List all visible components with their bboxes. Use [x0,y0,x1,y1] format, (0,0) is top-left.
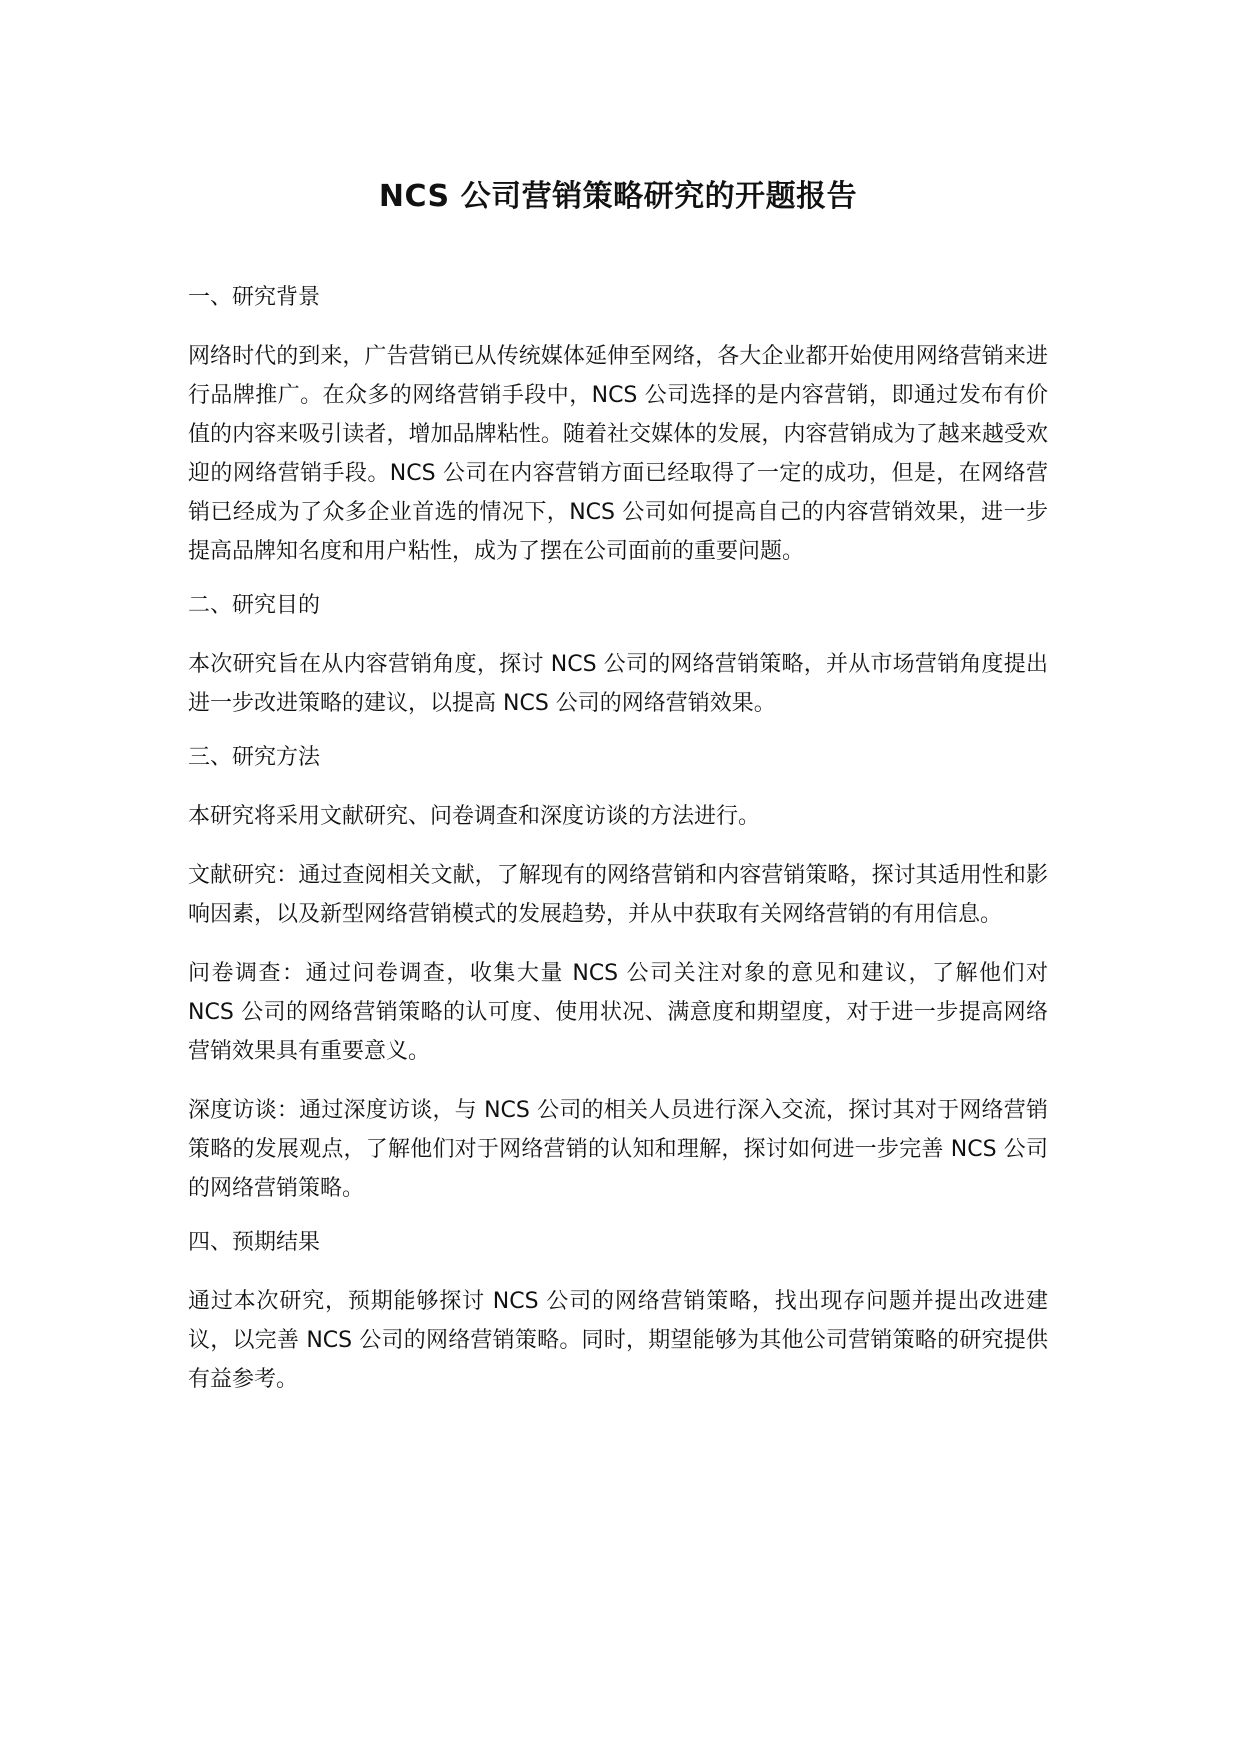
section-expected-results [188,1228,1048,1399]
section-method [188,743,1048,1208]
section-heading: 三、研究方法 [188,745,321,770]
paragraph: 通过本次研究，预期能够探讨 NCS 公司的网络营销策略，找出现存问题并提出改进建议，以完善 NCS 公司的网络营销策略。同时，期望能够为其他公司营销策略的研究提供有益参考。 [188,1289,1048,1392]
paragraph: 本次研究旨在从内容营销角度，探讨 NCS 公司的网络营销策略，并从市场营销角度提出进一步改进策略的建议，以提高 NCS 公司的网络营销效果。 [188,652,1048,716]
document-page [188,175,1048,1419]
paragraph: 问卷调查：通过问卷调查，收集大量 NCS 公司关注对象的意见和建议，了解他们对 NCS 公司的网络营销策略的认可度、使用状况、满意度和期望度，对于进一步提高网络营销效果具有重要意义。 [188,961,1048,1064]
section-heading: 四、预期结果 [188,1230,321,1255]
paragraph: 文献研究：通过查阅相关文献，了解现有的网络营销和内容营销策略，探讨其适用性和影响因素，以及新型网络营销模式的发展趋势，并从中获取有关网络营销的有用信息。 [188,863,1048,927]
paragraph: 本研究将采用文献研究、问卷调查和深度访谈的方法进行。 [188,804,761,829]
paragraph: 深度访谈：通过深度访谈，与 NCS 公司的相关人员进行深入交流，探讨其对于网络营销策略的发展观点，了解他们对于网络营销的认知和理解，探讨如何进一步完善 NCS 公司的网络营销策略。 [188,1098,1048,1201]
section-heading: 一、研究背景 [188,285,321,310]
section-heading: 二、研究目的 [188,593,321,618]
paragraph: 网络时代的到来，广告营销已从传统媒体延伸至网络，各大企业都开始使用网络营销来进行品牌推广。在众多的网络营销手段中，NCS 公司选择的是内容营销，即通过发布有价值的内容来吸引读者，增加品牌粘性。随着社交媒体的发展，内容营销成为了越来越受欢迎的网络营销手段。NCS 公司在内容营销方面已经取得了一定的成功，但是，在网络营销已经成为了众多企业首选的情况下，NCS 公司如何提高自己的内容营销效果，进一步提高品牌知名度和用户粘性，成为了摆在公司面前的重要问题。 [188,344,1048,564]
section-purpose [188,591,1048,723]
section-background [188,283,1048,571]
document-title: NCS 公司营销策略研究的开题报告 [378,179,858,214]
